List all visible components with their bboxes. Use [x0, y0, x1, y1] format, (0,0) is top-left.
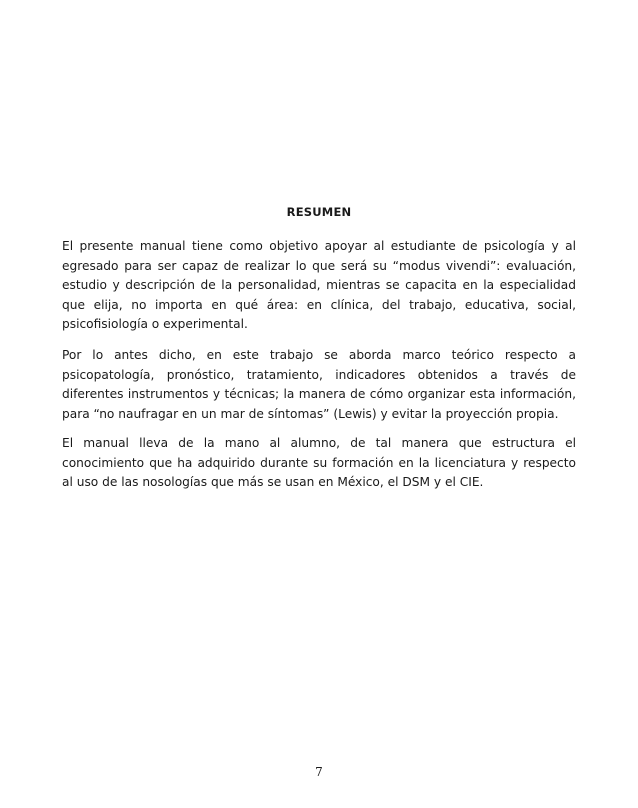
page-title: RESUMEN	[286, 205, 352, 219]
paragraph-content: Por lo antes dicho, en este trabajo se aborda marco teórico respecto a psicopatología, pronóstico, tratamiento, indicadores obtenidos a través de diferentes instrumentos y técnicas; la manera de cómo organizar esta información, para “no naufragar en un mar de síntomas” (Lewis) y evitar la proyección propia.	[62, 348, 576, 421]
paragraph-objective: El presente manual tiene como objetivo apoyar al estudiante de psicología y al egresado para ser capaz de realizar lo que será su “modus vivendi”: evaluación, estudio y descripción de la personalidad, mientras se capacita en la especialidad que elija, no importa en qué área: en clínica, del trabajo, educativa, social, psicofisiología o experimental.	[62, 239, 576, 331]
paragraph-guidance: El manual lleva de la mano al alumno, de tal manera que estructura el conocimiento que ha adquirido durante su formación en la licenciatura y respecto al uso de las nosologías que más se usan en México, el DSM y el CIE.	[62, 436, 576, 489]
page-number: 7	[315, 765, 323, 779]
